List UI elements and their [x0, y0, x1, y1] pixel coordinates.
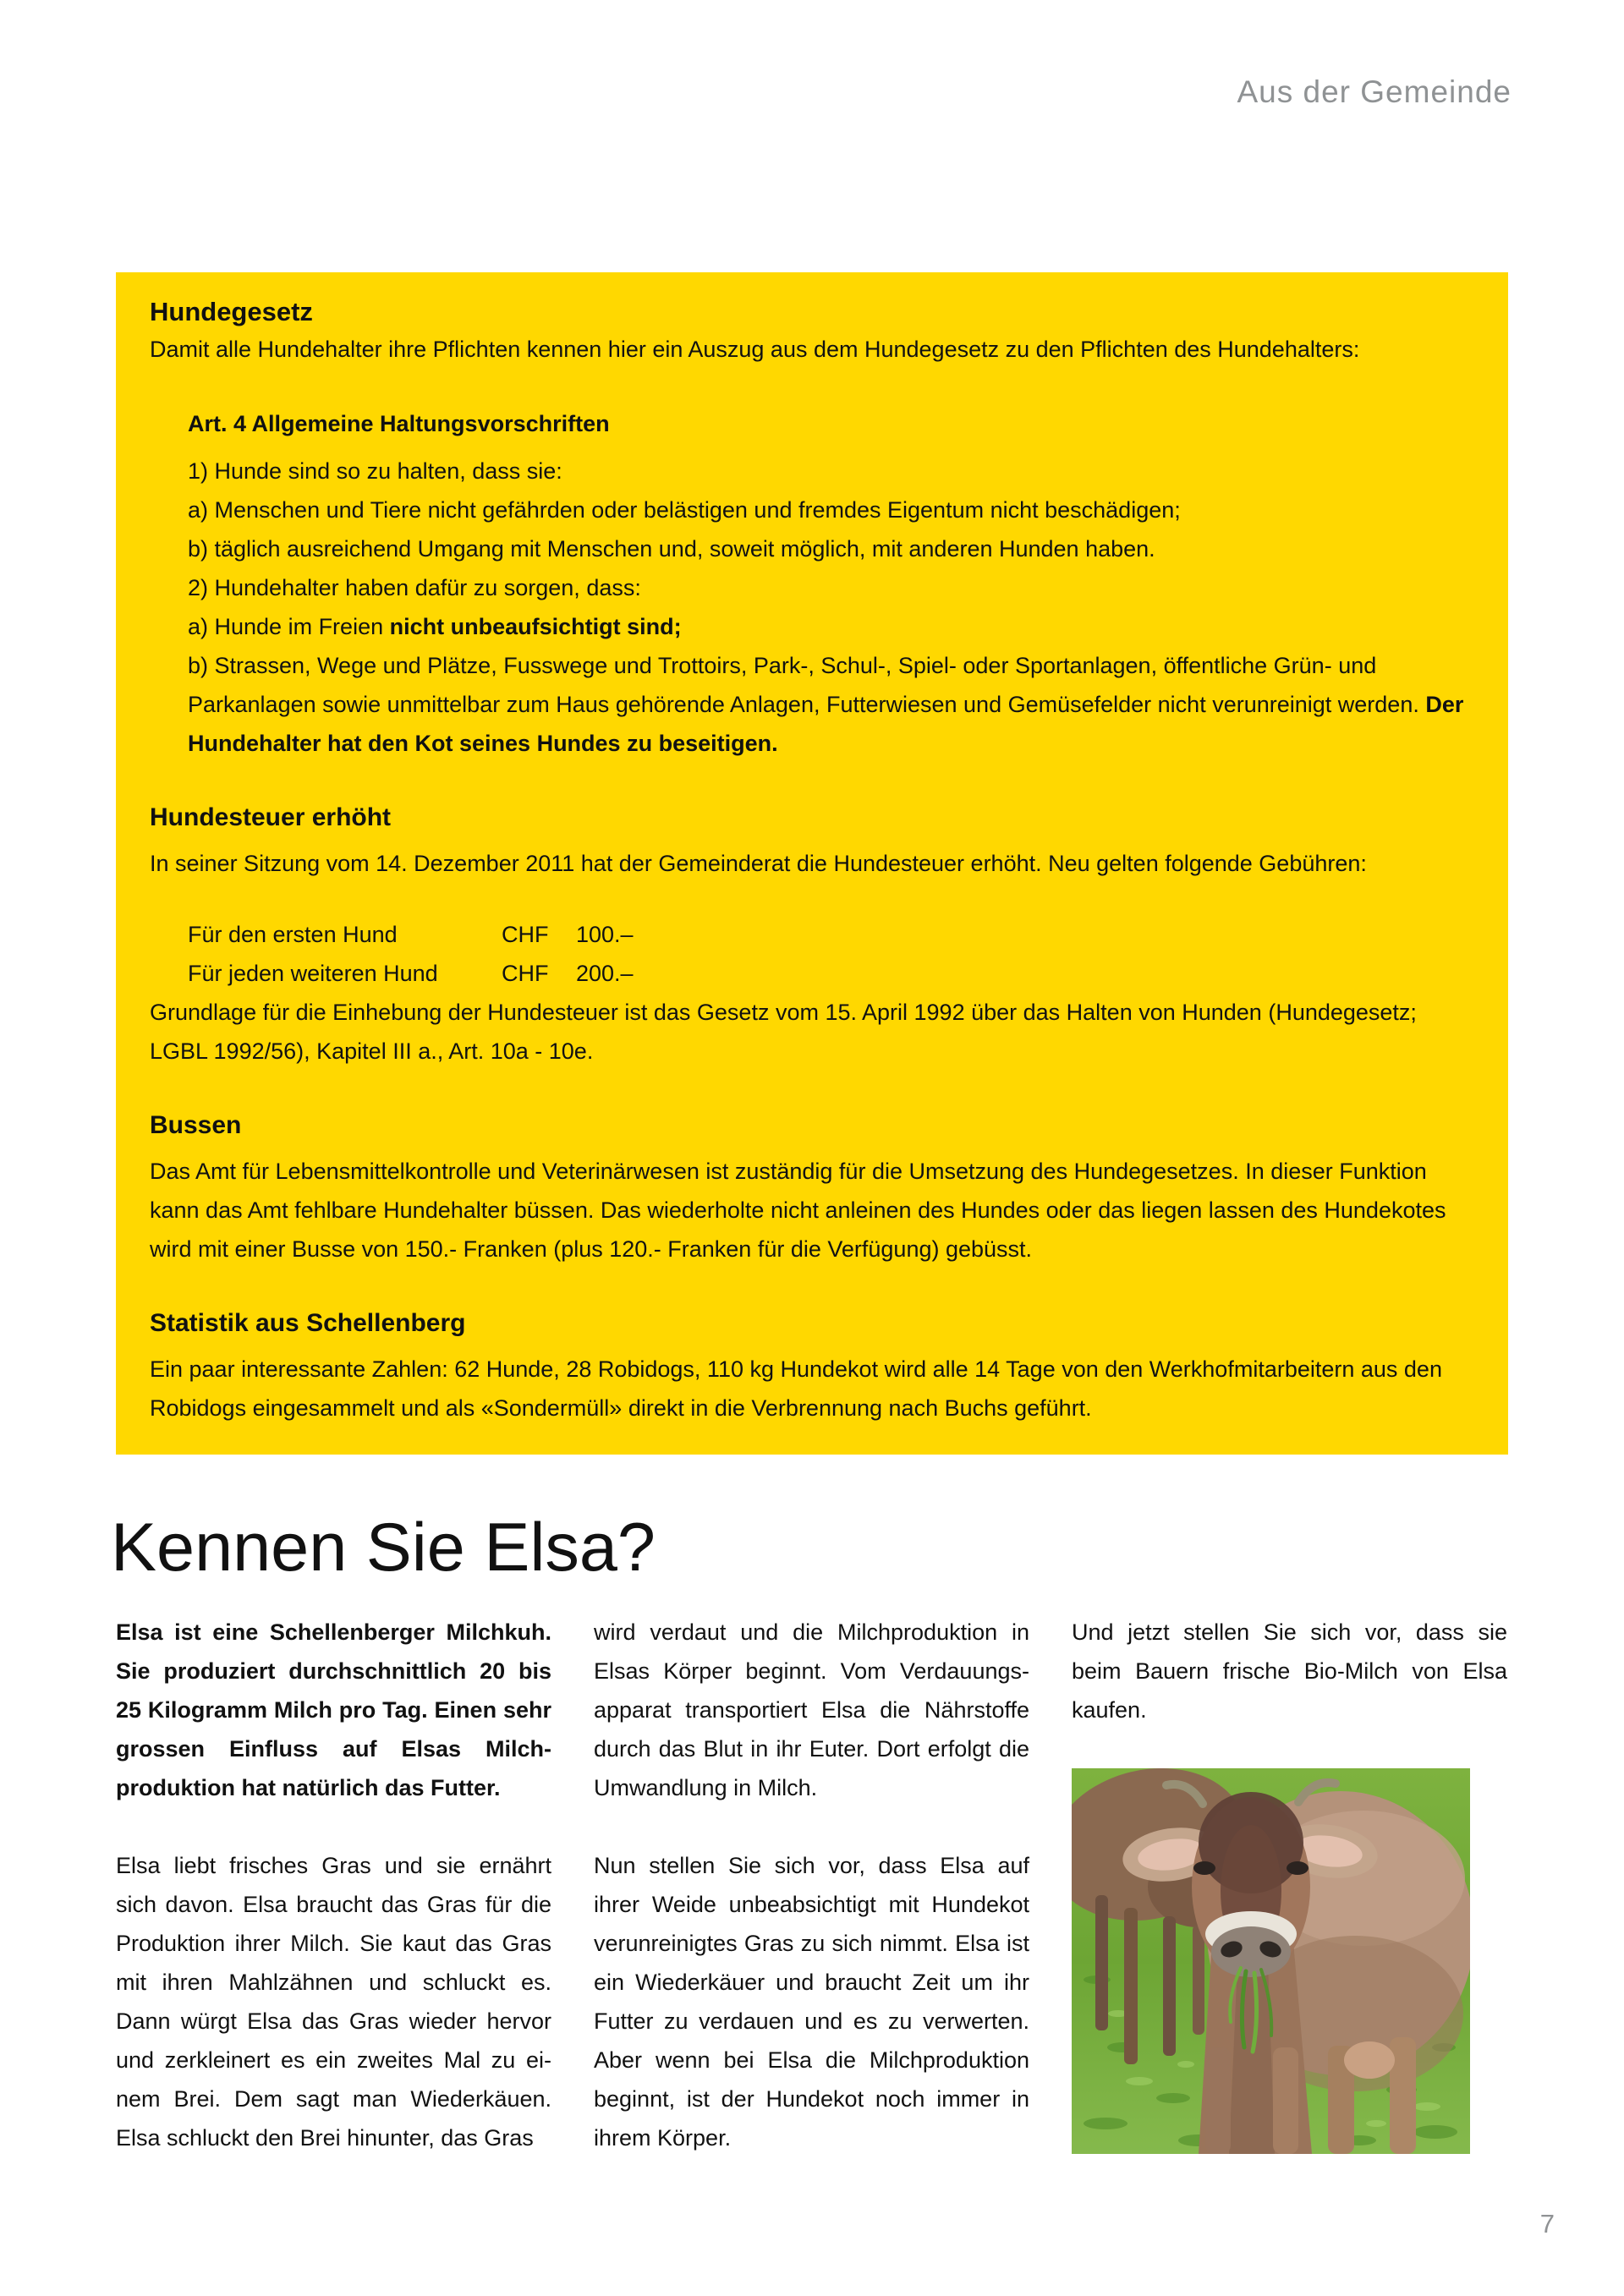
statistics-body: Ein paar interessante Zahlen: 62 Hunde, 28 Robidogs, 110 kg Hundekot wird alle 14 Tage von den Werkhofmitarbeitern aus den Robidogs eingesammelt und als «Sondermüll» direkt in die Verbrennung nach Buchs geführt. [150, 1356, 1442, 1421]
fee-table [188, 915, 1474, 993]
fee-amount: 100.– [576, 922, 634, 947]
section-header: Aus der Gemeinde [1237, 74, 1512, 109]
item-2a-text: a) Hunde im Freien [188, 614, 390, 639]
article-column-2 [594, 1613, 1029, 2196]
column-3-paragraph: Und jetzt stellen Sie sich vor, dass sie beim Bauern frische Bio-Milch von Elsa kaufen. [1072, 1619, 1507, 1723]
article-column-1 [116, 1613, 551, 2196]
item-2b-text: b) Strassen, Wege und Plätze, Fusswege und Trottoirs, Park-, Schul-, Spiel- oder Sportanlagen, öffentliche Grün- und Parkanlagen sowie unmittelbar zum Haus gehörende Anlagen, Futterwiesen und Gemüsefelder nicht verunreinigt werden. [188, 653, 1426, 717]
front-leg [1273, 2047, 1298, 2154]
item-2b-bold: Der Hundehalter hat den Kot seines Hundes zu beseitigen. [188, 692, 1464, 756]
fee-row-first-dog [188, 915, 1474, 954]
page-number: 7 [1539, 2209, 1555, 2238]
law-box-intro: Damit alle Hundehalter ihre Pflichten kennen hier ein Auszug aus dem Hundegesetz zu den Pflichten des Hundehalters: [150, 337, 1360, 362]
front-leg [1205, 2047, 1231, 2154]
column-2-paragraph-1: wird verdaut und die Milchproduktion in Elsas Körper beginnt. Vom Verdauungsapparat transportiert Elsa die Nährstoffe durch das Blut in ihr Euter. Dort erfolgt die Umwandlung in Milch. [594, 1619, 1029, 1800]
fee-currency: CHF [502, 961, 549, 986]
cow-eye [1287, 1861, 1309, 1875]
article-4-item-1: 1) Hunde sind so zu halten, dass sie: [188, 458, 562, 484]
cow-eye [1193, 1861, 1215, 1875]
column-2-paragraph-2: Nun stellen Sie sich vor, dass Elsa auf ihrer Weide unbeabsichtigt mit Hundekot verunreinigtes Gras zu sich nimmt. Elsa ist ein Wiederkäuer und braucht Zeit um ihr Futter zu verdauen und es zu verwerten. Aber wenn bei Elsa die Milchproduktion beginnt, ist der Hundekot noch immer in ihrem Körper. [594, 1853, 1029, 2151]
item-2a-bold: nicht unbeaufsichtigt sind; [389, 614, 682, 639]
fines-heading: Bussen [150, 1111, 242, 1139]
fee-row-additional-dog [188, 954, 1474, 993]
article-4-item-2b [188, 646, 1474, 763]
article-4-item-2: 2) Hundehalter haben dafür zu sorgen, dass: [188, 575, 641, 600]
article-4-heading: Art. 4 Allgemeine Haltungsvorschriften [188, 411, 610, 436]
article-column-3 [1072, 1613, 1507, 2196]
law-box-title: Hundegesetz [150, 297, 313, 326]
article-title: Kennen Sie Elsa? [111, 1510, 656, 1586]
lead-paragraph: Elsa ist eine Schellenberger Milchkuh. Sie produziert durchschnittlich 20 bis 25 Kilogramm Milch pro Tag. Einen sehr grossen Einfluss auf Elsas Milchproduktion hat natürlich das Futter. [116, 1619, 551, 1800]
statistics-heading: Statistik aus Schellenberg [150, 1309, 466, 1337]
article-4-item-2a [188, 607, 1474, 646]
fines-body: Das Amt für Lebensmittelkontrolle und Veterinärwesen ist zuständig für die Umsetzung des Hundegesetzes. In dieser Funktion kann das Amt fehlbare Hundehalter büssen. Das wiederholte nicht anleinen des Hundes oder das liegen lassen des Hundekotes wird mit einer Busse von 150.- Franken (plus 120.- Franken für die Verfügung) gebüsst. [150, 1159, 1446, 1262]
udder [1344, 2041, 1395, 2079]
fee-label: Für jeden weiteren Hund [188, 961, 438, 986]
article-4-block [188, 404, 1474, 763]
article-columns [116, 1613, 1508, 2196]
article-4-item-1a: a) Menschen und Tiere nicht gefährden oder belästigen und fremdes Eigentum nicht beschädigen; [188, 497, 1181, 523]
dog-tax-legal-basis: Grundlage für die Einhebung der Hundesteuer ist das Gesetz vom 15. April 1992 über das Halten von Hunden (Hundegesetz; LGBL 1992/56), Kapitel III a., Art. 10a - 10e. [150, 1000, 1417, 1064]
fee-label: Für den ersten Hund [188, 922, 398, 947]
dog-tax-body: In seiner Sitzung vom 14. Dezember 2011 hat der Gemeinderat die Hundesteuer erhöht. Neu gelten folgende Gebühren: [150, 851, 1367, 876]
cow-photo [1072, 1768, 1470, 2154]
dog-tax-heading: Hundesteuer erhöht [150, 803, 392, 831]
law-box [116, 272, 1508, 1455]
column-1-paragraph: Elsa liebt frisches Gras und sie ernährt sich davon. Elsa braucht das Gras für die Produktion ihrer Milch. Sie kaut das Gras mit ihren Mahlzähnen und schluckt es. Dann würgt Elsa das Gras wieder hervor und zerkleinert es ein zweites Mal zu einem Brei. Dem sagt man Wiederkäuen. Elsa schluckt den Brei hinunter, das Gras [116, 1853, 551, 2151]
fee-amount: 200.– [576, 961, 634, 986]
fee-currency: CHF [502, 922, 549, 947]
article-4-item-1b: b) täglich ausreichend Umgang mit Menschen und, soweit möglich, mit anderen Hunden haben. [188, 536, 1155, 562]
